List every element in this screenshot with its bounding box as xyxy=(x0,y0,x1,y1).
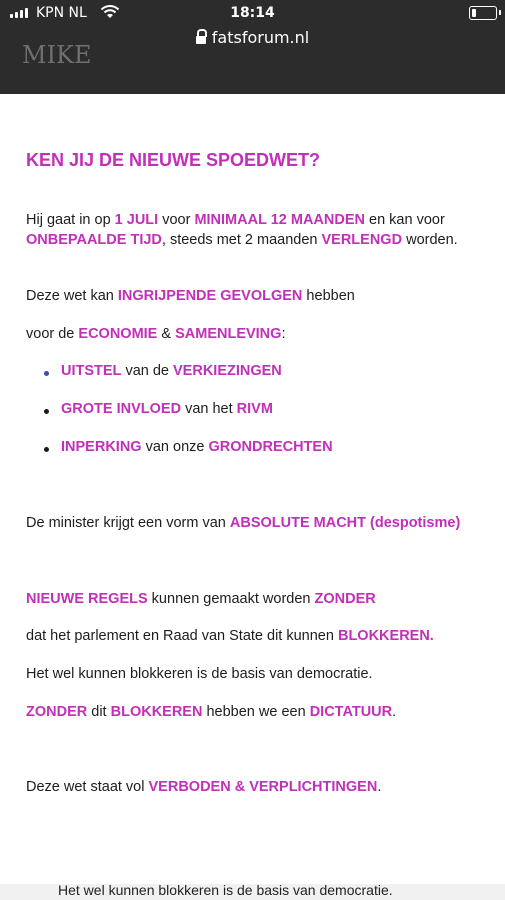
paragraph-line: dat het parlement en Raad van State dit kunnen BLOKKEREN. xyxy=(26,628,434,644)
paragraph-line: Deze wet staat vol VERBODEN & VERPLICHTINGEN. xyxy=(26,779,382,795)
carrier-name: KPN NL xyxy=(36,5,87,21)
bullet-dot xyxy=(44,447,49,452)
paragraph-line: ONBEPAALDE TIJD, steeds met 2 maanden VERLENGD worden. xyxy=(26,232,458,248)
bullet-dot xyxy=(44,409,49,414)
paragraph-line: De minister krijgt een vorm van ABSOLUTE MACHT (despotisme) xyxy=(26,515,461,531)
paragraph-line: NIEUWE REGELS kunnen gemaakt worden ZONDER xyxy=(26,591,376,607)
background-page-text: Het wel kunnen blokkeren is de basis van democratie. xyxy=(0,884,505,900)
paragraph-line: Het wel kunnen blokkeren is de basis van democratie. xyxy=(26,666,373,682)
page-title: KEN JIJ DE NIEUWE SPOEDWET? xyxy=(26,150,321,170)
bullet-dot xyxy=(44,371,49,376)
article-card xyxy=(0,94,505,884)
paragraph-line: ZONDER dit BLOKKEREN hebben we een DICTATUUR. xyxy=(26,704,397,720)
paragraph-line: voor de ECONOMIE & SAMENLEVING: xyxy=(26,326,286,342)
list-item: UITSTEL van de VERKIEZINGEN xyxy=(61,363,282,379)
clock-time: 18:14 xyxy=(230,5,275,21)
list-item: INPERKING van onze GRONDRECHTEN xyxy=(61,439,333,455)
paragraph-line: Deze wet kan INGRIJPENDE GEVOLGEN hebben xyxy=(26,288,355,304)
list-item: GROTE INVLOED van het RIVM xyxy=(61,401,273,417)
status-bar xyxy=(0,0,505,28)
lock-icon xyxy=(196,33,206,45)
background-page-text: MIKE xyxy=(22,41,92,69)
url-text: fatsforum.nl xyxy=(211,28,310,47)
battery-icon xyxy=(469,6,497,20)
paragraph-line: Hij gaat in op 1 JULI voor MINIMAAL 12 MAANDEN en kan voor xyxy=(26,212,445,228)
